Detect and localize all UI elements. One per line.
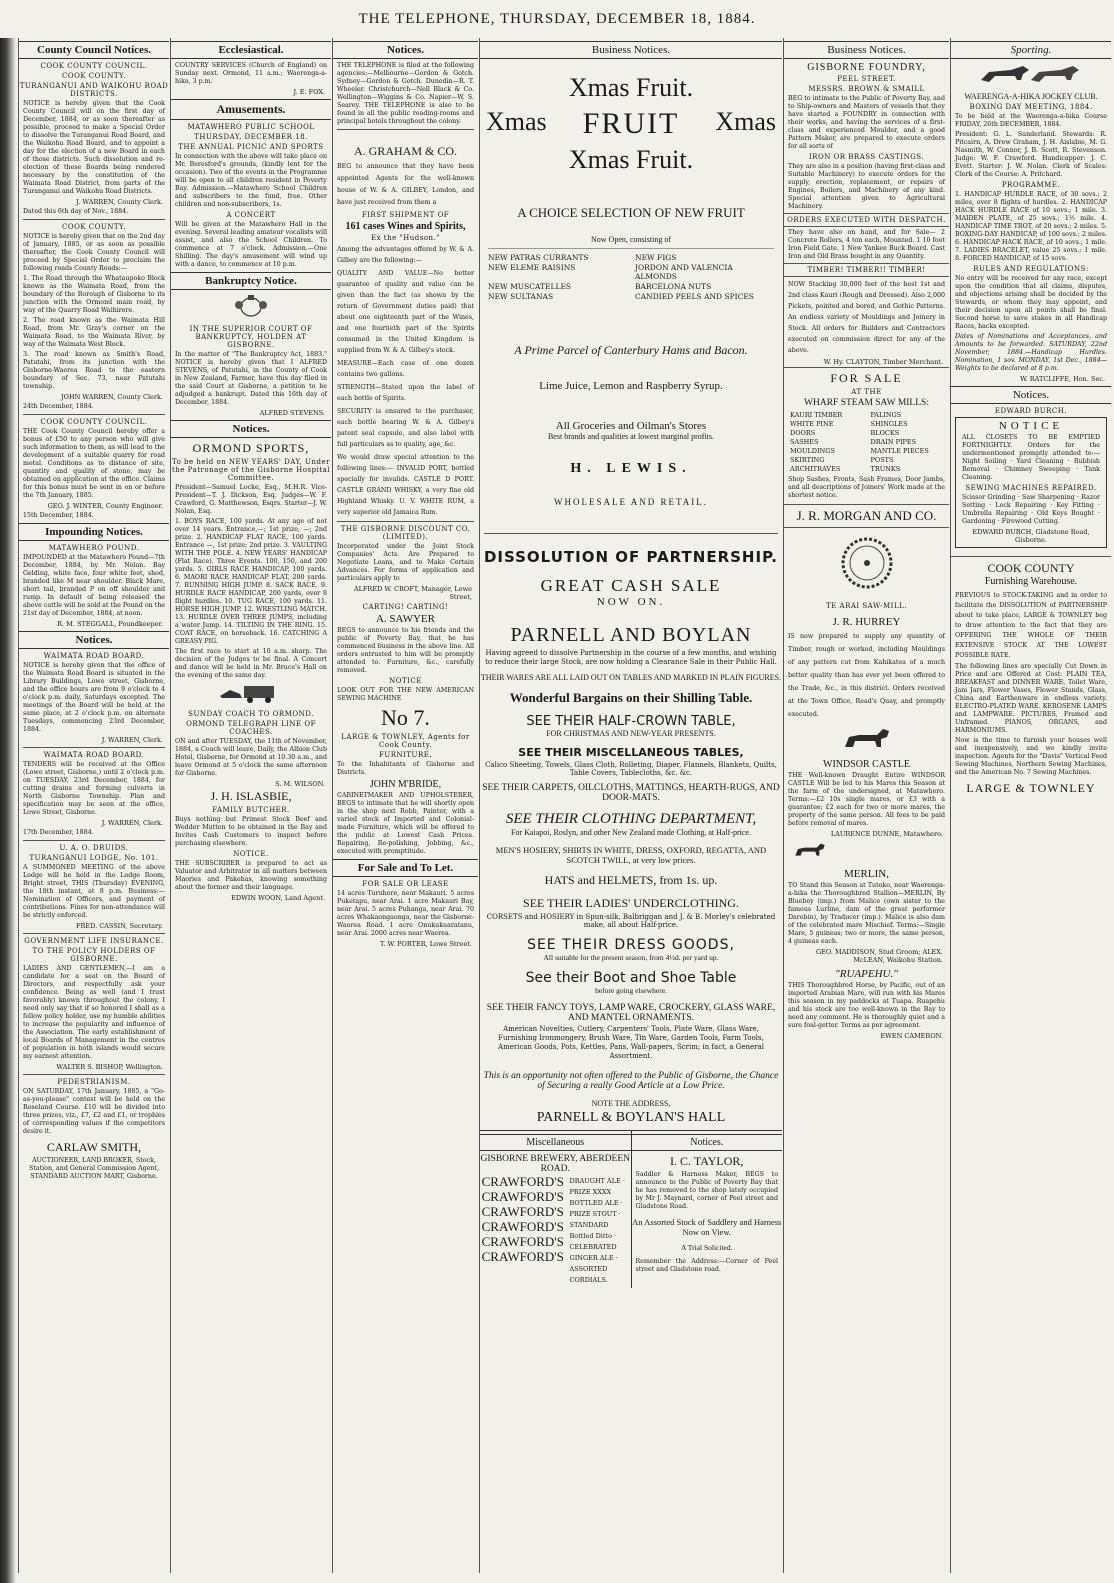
notice-title: WAIMATA ROAD BOARD. — [43, 652, 145, 660]
notice-body: TO Stand this Season at Tutoko, near Waerenga-a-hika the Thoroughbred Stallion—MERLIN, By Bluebey (imp.) from Malice (own sister to the famous Lurline, dam of the great performer Darebin), by Traducer (imp.). Malice is also dam of the celebrated mare Mischief. Terms:—Single Mare, 5 guineas; two or more, the same person, 4 guineas each. — [788, 882, 945, 945]
section-heading: Miscellaneous — [480, 1134, 631, 1151]
column-county-council — [18, 38, 169, 1573]
notice-body: Among the advantages offered by W. & A. Gilbey are the following:— — [337, 246, 474, 264]
ad-subheadline: A Prime Parcel of Canterbury Hams and Bacon. — [514, 343, 748, 357]
ad-headline: Xmas Fruit. — [568, 73, 694, 102]
list-item: TRUNKS — [870, 465, 901, 473]
notice-body: NOW Stacking 30,000 feet of the best 1st and 2nd class Kauri (Rough and Dressed). Also 2,000 Pickets, pointed and bored, and Gothic Patterns. An endless variety of Mouldings and Joinery in Stock. All orders for Builders and Contractors executed on commission direct for any of the above. — [788, 281, 945, 354]
notice-body: AUCTIONEER, LAND BROKER, Stock, Station, and General Commission Agent, STANDARD AUCTION MART, Gisborne. — [29, 1157, 159, 1180]
notice-label: NOTICE — [998, 420, 1064, 432]
notice-title: COOK COUNTY COUNCIL. — [40, 418, 148, 426]
ad-headline-row — [480, 103, 782, 145]
notice-body: SECURITY is ensured to the purchaser, each bottle bearing W. & A. Gilbey's patent seal capsule, and also label with full particulars as to quality, age, &c. — [337, 408, 474, 448]
notice-box — [955, 417, 1107, 548]
notice-date: Dated this 6th day of Nov., 1884. — [23, 208, 129, 215]
notice-title: WAIMATA ROAD BOARD. — [43, 751, 145, 759]
miscellaneous-block — [480, 1131, 632, 1288]
brand-name: CRAWFORD'S — [481, 1234, 564, 1249]
advertiser-name: J. H. ISLASBIE, — [210, 789, 292, 803]
list-item: SHINGLES — [870, 420, 908, 428]
notice-title: LARGE & TOWNLEY, Agents for Cook County. — [341, 733, 470, 749]
signature: GEO. J. WINTER, County Engineer. — [47, 502, 163, 510]
masthead — [0, 0, 1114, 38]
ad-subheadline: Lime Juice, Lemon and Raspberry Syrup. — [539, 380, 723, 392]
timber-list — [790, 411, 943, 473]
ad-subheadline: HATS and HELMETS, from 1s. up. — [544, 873, 718, 887]
club-name: WAERENGA-A-HIKA JOCKEY CLUB. — [964, 92, 1098, 101]
section-heading: Notices. — [333, 41, 478, 59]
notice-title: TIMBER! TIMBER!! TIMBER! — [784, 263, 949, 277]
ad-subheadline: SEE THEIR LADIES' UNDERCLOTHING. — [523, 896, 739, 910]
fruit-list — [488, 248, 774, 301]
notices-block — [632, 1131, 783, 1288]
section-heading: Notices. — [19, 631, 169, 649]
notice-title: SEWING MACHINES REPAIRED. — [965, 484, 1097, 492]
section-heading: Ecclesiastical. — [171, 41, 331, 59]
advertiser-name: J. R. HURREY — [832, 616, 901, 628]
notice-body: The first race to start at 10 a.m. sharp. The decision of the Judges to be final. A Concert and dance will be held in Mr. Bruce's Hall on the evening of the same day. — [175, 648, 327, 679]
notice-date: 17th December, 1884. — [23, 829, 94, 836]
ad-text: Best brands and qualities at lowest marginal profits. — [547, 432, 715, 441]
ad-headline: GREAT CASH SALE — [540, 576, 722, 595]
divider — [23, 747, 165, 748]
notice-title: To be held on NEW YEARS' DAY, Under the Patronage of the Gisborne Hospital Committee. — [171, 458, 331, 482]
notice-body: President: G. L. Sunderland. Stewards: R. Pitcairn, A. Drew Graham, J. H. Aislabie, M. G. Nasmith, W. Connor, J. B. Scott, R. Stevenson. Judge: W. F. Crawford. Handicapper: J. C. Evett. Starter: J. W. Nolan. Clerk of Scales: Clerk of the Course: A. Pritchard. — [955, 131, 1107, 178]
notice-body: COUNTRY SERVICES (Church of England) on Sunday next. Ormond, 11 a.m.; Waerenga-a-hika, 3 p.m. — [175, 62, 327, 85]
list-item: NEW SULTANAS — [488, 292, 554, 301]
signature: W. Hy. CLAYTON, Timber Merchant. — [823, 358, 943, 366]
section-heading: County Council Notices. — [19, 41, 169, 59]
divider — [23, 840, 165, 841]
section-heading: Bankruptcy Notice. — [171, 272, 331, 290]
divider — [23, 933, 165, 934]
ad-text: This is an opportunity not often offered to the Public of Gisborne, the Chance of Securing a really Good Article at a Low Price. — [483, 1071, 779, 1091]
brand-name: CRAWFORD'S — [481, 1189, 564, 1204]
notice-body: 1. The Road through the Whataupoko Block known as the Waimata Road, from the boundary of the Borough of Gisborne to its junction with the Ormond main road, by way of the Quarry Road Waihirere. — [23, 275, 165, 314]
divider — [484, 533, 778, 534]
notice-body: THE TELEPHONE is filed at the following agencies:—Melbourne—Gordon & Gotch. Sydney—Gordon & Gotch. Dunedin—R. T. Wheeler. Christchurch—Nell Black & Co. Wellington—Wiggins & Co. Napier—W. S. Searey. THE TELEPHONE is also to be found in all the public reading-rooms and principal hotels throughout the colony. — [337, 62, 474, 125]
ad-text: Remember the Address:—Corner of Peel street and Gladstone road. — [635, 1258, 778, 1273]
signature: S. M. WILSON. — [275, 780, 325, 788]
coach-icon — [171, 682, 331, 708]
notice-date: 15th December, 1884. — [23, 512, 94, 519]
crest-icon — [171, 293, 331, 323]
signature: J. WARREN, County Clerk. — [76, 198, 163, 206]
ad-subheadline: SEE THEIR MISCELLANEOUS TABLES, — [518, 746, 744, 759]
section-heading: Notices. — [632, 1134, 783, 1151]
signature: GEO. MADDISON, Stud Groom; ALEX. McLEAN, Waikohu Station. — [815, 948, 943, 964]
notice-title: ORMOND TELEGRAPH LINE OF COACHES. — [186, 720, 316, 736]
ad-text: Calico Sheeting, Towels, Glass Cloth, Rolleting, Diaper, Flannels, Blankets, Quilts, Table Covers, Tablecloths, &c. &c. — [485, 761, 777, 777]
notice-body: Will be given at the Matawhero Hall in the evening. Several leading amateur vocalists will assist, and also the School Children. To commence at 7 o'clock. Admission.—One Shilling. The day's amusement will wind up with a dance, to commence at 10 p.m. — [175, 221, 327, 268]
racehorse-icon — [951, 62, 1111, 92]
notice-body: BEG to intimate to the Public of Poverty Bay, and to Ship-owners and Masters of vessels that they have started a FOUNDRY in connection with their works, and having the services of a first-class and experienced Moulder, and a good Pattern Maker, are prepared to execute orders for all sorts of — [788, 95, 945, 150]
signature: W. RATCLIFFE, Hon. Sec. — [1020, 375, 1105, 383]
notice-body: Now is the time to furnish your houses well and inexpensively, and we kindly invite inspection. Agents for the "Davis" Vertical Feed Sewing Machines, Northern Sewing Machines, and the American No. 7 Sewing Machines. — [955, 737, 1108, 776]
notice-body: IS now prepared to supply any quantity of Timber, rough or worked, including Mouldings of any pattern cut from Kahikatea of a much better quality than has ever yet been offered to the Trade, &c., in this district. Orders received at the Town Office, Read's Quay, and promptly executed. — [788, 633, 945, 718]
horse-icon — [784, 725, 949, 759]
advertiser-name: GISBORNE FOUNDRY, — [807, 62, 926, 73]
brand-name: CRAWFORD'S — [481, 1219, 564, 1234]
ad-text: American Novelties, Cutlery, Carpenters' Tools, Plate Ware, Glass Ware, Furnishing Ironmongery, Brush Ware, Tin Ware, Garden Tools, Farm Tools, American Goods, Pots, Kettles, Pans, Wall-papers, Scrim; in fact, a General Assortment. — [498, 1025, 764, 1060]
horse-name: "RUAPEHU." — [835, 968, 898, 980]
notice-body: Saddler & Harness Maker, BEGS to announce to the Public of Poverty Bay that he has removed to the shop lately occupied by Mr J. Maynard, corner of Peel street and Gladstone Road. — [635, 1171, 778, 1210]
notice-title: NOTICE. — [233, 850, 269, 858]
ad-text: An Assorted Stock of Saddlery and Harness Now on View. — [632, 1217, 782, 1237]
advertiser-name: I. C. TAYLOR, — [670, 1154, 744, 1168]
crawford-column — [480, 1174, 566, 1288]
list-item: NEW FIGS — [635, 253, 677, 262]
advertiser-name: LARGE & TOWNLEY — [966, 781, 1096, 795]
notice-body: THE SUBSCRIBER is prepared to act as Valuator and Arbitrator in all matters between Maories and Pakehas, knowing something about the former and their language. — [175, 860, 327, 891]
signature: EDWARD BURCH, Gladstone Road, Gisborne. — [972, 528, 1090, 544]
ad-text: A Trial Solicited. — [681, 1243, 733, 1252]
brand-name: CRAWFORD'S — [481, 1174, 564, 1189]
section-heading: Sporting. — [951, 41, 1111, 59]
notice-body: TENDERS will be received at the Office (Lowe street, Gisborne,) until 2 o'clock p.m. on TUESDAY, 23rd December, 1884, for cutting drains and forming culverts in North Gisborne Township. Plan and specification may be seen at the office, Lowe Street, Gisborne. — [23, 761, 165, 816]
list-item: BLOCKS — [870, 429, 900, 437]
notice-body: Shop Sashes, Fronts, Sash Frames, Door Jambs, and all descriptions of Joiners' Work made at the shortest notice. — [788, 476, 945, 499]
advertiser-name: A. SAWYER — [375, 613, 435, 625]
signature: J. WARREN, Clerk. — [101, 819, 163, 827]
notice-body: We would draw special attention to the following lines:— INVALID PORT, bottled specially for invalids. CASTLE D PORT. CASTLE GRAND WHISKY, a very fine old Highland Whisky. U. V. WHITE RUM, a very superior old Jamaica Rum. — [337, 454, 474, 516]
notice-body: A SUMMONED MEETING of the above Lodge will be held in the Lodge Room, Bright street, THIS (Thursday) EVENING, the 18th instant, at 8 p.m. Business:—Nomination of Officers, and payment of contributions. Fines for non-attendance will be strictly enforced. — [23, 864, 165, 919]
divider — [23, 414, 165, 415]
ad-text: THEIR WARES ARE ALL LAID OUT ON TABLES AND MARKED IN PLAIN FIGURES. — [480, 673, 782, 682]
ad-headline: Xmas — [486, 107, 547, 136]
notice-body: No entry will be received for any race, except upon the condition that all claims, disputes, and objections arising shall be decided by the Stewards, or whom they may appoint, and their decision upon all points shall be final. Second horse to save stakes in all Handicap Races, hacks excepted. — [955, 275, 1107, 330]
ad-text: For Kaiapoi, Roslyn, and other New Zealand made Clothing, at Half-price. — [511, 828, 751, 837]
advertiser-name: CARLAW SMITH, — [46, 1140, 142, 1154]
signature: JOHN WARREN, County Clerk. — [61, 393, 163, 401]
section-heading: Business Notices. — [784, 41, 949, 59]
list-item: MOULDINGS — [790, 447, 835, 455]
list-item: JORDON AND VALENCIA ALMONDS — [635, 263, 733, 281]
notice-body: THE Well-known Draught Entire WINDSOR CASTLE Will be led to his Mares this Season at the farm of the undersigned, at Matawhero. Terms:—£2 10s single mares, or £3 with a guarantee; £2 each for two or more mares, the property of the same person. All fees to be paid before removal of mares. — [788, 772, 945, 827]
notice-title: TURANGANUI LODGE, No. 101. — [29, 854, 159, 862]
signature: J. WARREN, Clerk. — [101, 736, 163, 744]
notice-body: Buys nothing but Primest Stock Beef and Wedder Mutton to be obtained in the Bay and Invites Cash Customers to inspect before purchasing elsewhere. — [175, 816, 327, 847]
notice-body: President—Samuel Locke, Esq., M.H.R. Vice-President—T. J. Dickson, Esq. Judges—W. F. Crawford, G. Matthewson, Esqrs. Starter—J. W. Nolan, Esq. — [175, 484, 327, 515]
notice-date: 24th December, 1884. — [23, 403, 94, 410]
ad-headline: FRUIT — [582, 107, 680, 140]
section-heading: Business Notices. — [480, 41, 782, 59]
divider — [23, 219, 165, 220]
signature: EWEN CAMERON. — [880, 1032, 943, 1040]
notice-title: THE GISBORNE DISCOUNT CO. (LIMITED). — [340, 525, 471, 541]
advertiser-name: GISBORNE BREWERY, ABERDEEN ROAD. — [480, 1154, 630, 1174]
column-sporting — [950, 38, 1111, 1573]
ad-headline: Xmas Fruit. — [568, 145, 694, 174]
notice-body: Dates of Nominations and Acceptances, and Amounts to be forwarded. SATURDAY, 22nd November, 1884.—Handicap Hurdles. Nomination, 1 sov. MONDAY, 1st Dec., 1884—Weights to be declared at 8 p.m. — [955, 333, 1107, 372]
notice-body: 3. The road known as Smith's Road, Patutahi, from its junction with the Gisborne-Waerea Road to the eastern boundary of Sec. 73, near Patutahi township. — [23, 351, 165, 390]
signature: FRED. CASSIN, Secretary. — [75, 922, 163, 930]
notice-body: ON SATURDAY, 17th January, 1885, a "Go-as-you-please" contest will be held on the Roseland Course. £10 will be divided into three prizes, viz., £7, £2 and £1, or trophies of corresponding values if the competitors desire it. — [23, 1088, 165, 1135]
ad-text: All suitable for the present season, from 4½d. per yard up. — [543, 953, 719, 962]
notice-body: IMPOUNDED at the Matawhero Pound—7th December, 1884, by Mr. Nolan. Bay Gelding, white face, four white feet, shod, branded like M near shoulder. Black Mare, short tail, branded P on off shoulder and rump. In default of being released the above cattle will be sold at the Pound on the 21st day of December, 1884, at noon. — [23, 554, 165, 617]
ad-subheadline: SEE THEIR FANCY TOYS, LAMP WARE, CROCKERY, GLASS WARE, AND MANTEL ORNAMENTS. — [486, 1003, 776, 1023]
ad-text: NOTE THE ADDRESS, — [591, 1099, 671, 1108]
notice-body: STRENGTH—Stated upon the label of each bottle of Spirits. — [337, 384, 474, 402]
notice-body: NOTICE is hereby given that the Cook County Council will on the first day of December, 1884, or as soon thereafter as possible, proceed to make a Special Order to dissolve the Turanganui Road Board, and the Waikohu Road Board, and to appoint a day for the election of a new Board in each of those districts. Such dissolution and re-election of these Boards being rendered necessary by the constitution of the Waimata Road District, from parts of the Turanganui and Waikohu Road Districts. — [23, 100, 165, 195]
notice-title: IRON OR BRASS CASTINGS. — [808, 153, 925, 161]
ad-text: FOR CHRISTMAS AND NEW-YEAR PRESENTS. — [546, 729, 716, 738]
list-item: PALINGS — [870, 411, 902, 419]
divider — [337, 521, 474, 522]
event-title: ORMOND SPORTS, — [192, 441, 310, 455]
ad-subheadline: SEE THEIR CARPETS, OILCLOTHS, MATTINGS, HEARTH-RUGS, AND DOOR-MATS. — [482, 783, 780, 803]
notice-title: FIRST SHIPMENT OF — [361, 211, 450, 219]
list-item: NEW MUSCATELLES — [488, 282, 572, 291]
signature: LAURENCE DUNNE, Matawhero. — [830, 830, 943, 838]
advertiser-name: WHARF STEAM SAW MILLS: — [804, 398, 929, 408]
ad-text: MEN'S HOSIERY, SHIRTS IN WHITE, DRESS, OXFORD, REGATTA, AND SCOTCH TWILL, at very low prices. — [495, 845, 767, 865]
notice-body: In connection with the above will take place on Mr. Beresford's grounds, (kindly lent for the occasion). Two of the events in the Programme will be open to all children resident in Poverty Bay. Admission.—Matawhero School Children and subscribers to the fund, free. Other children and non-subscribers, 1s. — [175, 153, 327, 208]
notice-title: Ex the "Hudson." — [370, 234, 441, 242]
notice-body: 14 acres Turuhere, near Makauri. 5 acres Puketapu, near Arai. 1 acre Makauri Bay, near Arai. 5 acres Puhanga, near Arai. 70 acres Whakaongaonga, near the Gisborne-Waerea Road. 1 acre Onukukuaratanu, near Arai. 2000 acres near Waerea. — [337, 890, 474, 937]
shipment-title: 161 cases Wines and Spirits, — [345, 221, 466, 232]
list-item: DRAIN PIPES — [870, 438, 917, 446]
ad-text: WHOLESALE AND RETAIL. — [553, 497, 708, 507]
ad-headline: Xmas — [715, 107, 776, 136]
torn-edge — [0, 38, 16, 1583]
signature: EDWIN WOON, Land Agent. — [231, 894, 325, 902]
section-heading: For Sale and To Let. — [333, 859, 478, 877]
horse-name: MERLIN, — [844, 868, 889, 880]
signature: R. M. STEGGALL, Poundkeeper. — [57, 620, 163, 628]
signature: ALFRED STEVENS. — [259, 409, 325, 417]
notice-title: TE ARAI SAW-MILL. — [826, 602, 907, 610]
machine-number: No 7. — [381, 705, 430, 730]
notice-body: To be held at the Waerenga-a-hika Course FRIDAY, 26th DECEMBER, 1884. — [955, 113, 1107, 128]
notice-body: In the matter of "The Bankruptcy Act, 1883." NOTICE is hereby given that I ALFRED STEVENS, of Patutahi, in the County of Cook in New Zealand, Farmer, have this day filed in the said Court at Gisborne, a petition to be adjudged a bankrupt. Dated this 16th day of December, 1884. — [175, 351, 327, 406]
notice-body: They have also on hand, and for Sale— 2 Concrete Rollers, 4 ton each, Mounted. 1 10 foot Iron Field Gate. 1 New Yankee Buck Board. Cast Iron and Old Brass bought in any Quantity. — [788, 229, 945, 260]
notice-body: NOTICE is hereby given that the office of the Waimata Road Board is situated in the Library Buildings, Lowe street, Gisborne, and the office hours are from 9 o'clock to 4 o'clock p.m. daily, Saturdays excepted. The meetings of the Board will be held at the same place, at 2 o'clock p.m. on alternate Tuesdays, commencing 23rd December, 1884. — [23, 662, 165, 733]
advertiser-name: JOHN M'BRIDE, — [369, 779, 442, 790]
notice-title: CARTING! CARTING! — [362, 603, 449, 611]
notice-body: BEGS to announce to his friends and the public of Poverty Bay, that he has commenced business in the above line. All orders entrusted to him will be promptly attended to. Furniture, &c., carefully removed. — [337, 627, 474, 674]
notice-title: SUNDAY COACH TO ORMOND. — [188, 710, 314, 718]
list-item: CANDIED PEELS AND SPICES — [635, 292, 754, 301]
notice-body: 2. The road known as the Waimata Hill Road, from Mr. Gray's corner on the Waimata Road, to the Waimata River, by way of the Waimata West Block. — [23, 317, 165, 348]
notice-title: COOK COUNTY. — [61, 72, 127, 80]
notice-title: FOR SALE OR LEASE — [362, 880, 449, 888]
list-item: POSTS — [870, 456, 894, 464]
notice-title: COOK COUNTY. — [61, 223, 127, 231]
notice-title: PEDESTRIANISM. — [57, 1078, 131, 1086]
notice-body: CABINETMAKER AND UPHOLSTERER, BEGS to intimate that he will shortly open in the shop next Robb, Painter, with a varied stock of Imported and Colonial-made Furniture, which will be offered to the public at Lowest Cash Prices. Repairing, Re-polishing, Jobbing, &c., executed with promptitude. — [337, 792, 474, 855]
notice-title: THE ANNUAL PICNIC AND SPORTS — [178, 143, 324, 151]
list-item: BARCELONA NUTS — [635, 282, 712, 291]
notice-title: TO THE POLICY HOLDERS OF GISBORNE. — [32, 947, 156, 963]
advertiser-name: A. GRAHAM & CO. — [353, 144, 457, 158]
list-item: WHITE PINE — [790, 420, 834, 428]
notice-title: FAMILY BUTCHER. — [212, 806, 290, 814]
list-item: NEW ELEME RAISINS — [488, 263, 576, 272]
notice-body: 1. BOYS RACE, 100 yards. At any age of not over 14 years. Entrance,—; 1st prize, —; 2nd prize. 2. HANDICAP FLAT RACE, 100 yards. Entrance —, 1st prize; 2nd prize. 3. VAULTING WITH THE POLE. 4. NEW YEARS' HANDICAP (Flat Race). Three Events. 100, 150, and 200 yards. 5. GIRLS RACE HANDICAP, 100 yards. 6. MAORI RACE HANDICAP FLAT, 200 yards. 7. RUNNING HIGH JUMP. 8. SACK RACE. 9. HURDLE RACE HANDICAP, 200 yards, over 8 flight hurdles. 10. TUG RACE, 100 yards. 11. HORSE HIGH JUMP. 12. WRESTLING MATCH. 13. HURDLE OVER THREE JUMPS, including a water Jump. 14. TILTING IN THE RING. 15. COAT RACE, on horseback. 16. CATCHING A GREASY PIG. — [175, 518, 327, 645]
notice-title: THURSDAY, DECEMBER 18. — [194, 133, 308, 141]
notice-title: AT THE — [851, 388, 882, 396]
notice-body: Scissor Grinding · Saw Sharpening · Razor Setting · Lock Repairing · Key Fitting · Umbrella Repairing · Old Keys Bought · Gardening · Firewood Cutting. — [962, 494, 1100, 525]
advertiser-name: PARNELL & BOYLAN'S HALL — [536, 1110, 726, 1125]
ad-subheadline: NOW ON. — [596, 596, 666, 608]
notice-title: MATAWHERO POUND. — [48, 544, 140, 552]
crawford-block — [480, 1174, 631, 1288]
notice-body: PREVIOUS to STOCK-TAKING and in order to facilitate the DISSOLUTION of PARTNERSHIP about to take place, LARGE & TOWNLEY beg to draw attention to the fact that they are OFFERING THE WHOLE OF THEIR EXTENSIVE STOCK AT THE LOWEST POSSIBLE RATE. — [955, 592, 1107, 659]
list-item: NEW PATRAS CURRANTS — [488, 253, 589, 262]
notice-body: Incorporated under the Joint Stock Companies' Acts. Are Prepared to Negotiate Loans, and to Make Certain Advances. For forms of application and particulars apply to — [337, 543, 474, 582]
notice-title: IN THE SUPERIOR COURT OF BANKRUPTCY, HOLDEN AT GISBORNE. — [189, 325, 313, 349]
ad-headline: FOR SALE — [784, 367, 949, 386]
column-notices — [332, 38, 478, 1573]
section-heading: Notices. — [171, 420, 331, 438]
ad-subheadline: SEE THEIR HALF-CROWN TABLE, — [526, 714, 736, 729]
notice-body: BEG to announce that they have been appointed Agents for the well-known house of W. & A. GILBEY, London, and have just received from them a — [337, 163, 474, 206]
notice-body: To the Inhabitants of Gisborne and Districts. — [337, 761, 474, 776]
ad-subheadline: Furnishing Warehouse. — [984, 576, 1078, 587]
ad-subheadline: A CHOICE SELECTION OF NEW FRUIT — [517, 205, 745, 220]
notice-title: FURNITURE. — [378, 751, 433, 759]
ad-text: CORSETS and HOSIERY in Spun-silk, Balbriggan and J. & B. Morley's celebrated make, all about Half-price. — [486, 913, 776, 929]
notice-title: MATAWHERO PUBLIC SCHOOL — [187, 123, 315, 131]
signature: ALFRED W. CROFT, Manager, Lowe Street, — [353, 585, 472, 601]
ad-text: before going elsewhere. — [595, 986, 667, 995]
brand-name: CRAWFORD'S — [481, 1249, 564, 1264]
list-item: DOORS — [790, 429, 816, 437]
bottom-ads — [480, 1130, 782, 1288]
notice-title: U. A. O. DRUIDS. — [59, 844, 129, 852]
ad-subheadline: SEE THEIR CLOTHING DEPARTMENT, — [505, 811, 757, 827]
ad-subheadline: All Groceries and Oilman's Stores — [555, 420, 707, 432]
list-item: KAURI TIMBER — [790, 411, 843, 419]
ad-subheadline: SEE THEIR DRESS GOODS, — [527, 937, 735, 953]
notice-title: PROGRAMME. — [1001, 181, 1061, 189]
list-item: ARCHITRAVES — [790, 465, 841, 473]
notice-title: A CONCERT — [226, 211, 276, 219]
advertiser-name: H. LEWIS. — [570, 461, 692, 476]
list-item: SKIRTING — [790, 456, 825, 464]
notice-body: QUALITY AND VALUE—No better guarantee of quality and value can be given than the fact (as shown by the return of Government duties paid) that about one eighteenth part of the Wines, and one fourtieth part of the Spirits consumed in the United Kingdom is supplied from W. & A. Gilbey's stock. — [337, 270, 474, 354]
horse-name: WINDSOR CASTLE — [823, 759, 910, 770]
signature: J. E. FOX. — [293, 88, 325, 96]
notice-title: COOK COUNTY COUNCIL. — [40, 62, 148, 70]
ad-subheadline: See their Boot and Shoe Table — [525, 970, 737, 986]
notice-title: BOXING DAY MEETING, 1884. — [969, 103, 1093, 111]
advertiser-name: J. R. MORGAN AND CO. — [784, 504, 949, 528]
advertiser-name: PARNELL AND BOYLAN — [510, 624, 752, 646]
advertiser-name: COOK COUNTY — [951, 556, 1111, 576]
list-item: MANTLE PIECES — [870, 447, 929, 455]
notice-body: ON and after TUESDAY, the 11th of November, 1884, a Coach will leave, Daily, the Albion Club Hotel, Gisborne, for Ormond at 10.30 a.m., and leave Ormond at 5 o'clock the same afternoon for Gisborne. — [175, 738, 327, 777]
ad-text: Having agreed to dissolve Partnership in the course of a few months, and wishing to reduce their large Stock, are now holding a Clearance Sale in their Public Hall. — [485, 649, 777, 666]
notice-title: MESSRS. BROWN & SMAILL — [808, 85, 925, 93]
horse-icon — [790, 840, 943, 866]
column-ecclesiastical — [170, 38, 331, 1573]
notice-title: PEEL STREET. — [837, 75, 896, 83]
brand-name: CRAWFORD'S — [481, 1204, 564, 1219]
notice-title: RULES AND REGULATIONS: — [973, 265, 1089, 273]
notice-body: MEASURE—Each case of one dozen contains two gallons. — [337, 360, 474, 378]
product-list: DRAUGHT ALE · PRIZE XXXX BOTTLED ALE · PRIZE STOUT · STANDARD Bottled Ditto · CELEBRATED GINGER ALE · ASSORTED CORDIALS. — [569, 1177, 625, 1284]
notice-body: LADIES AND GENTLEMEN,—I am a candidate for a seat on the Board of Directors, and respectfully ask your confidence. Being as well (and I trust favorably) known throughout the colony, I need only say that if so honored I shall as a fellow policy holder, use my humble abilities to increase the popularity and influence of the Association. The early establishment of local Boards of Management in the centres of population in both islands would secure my earnest attention. — [23, 965, 165, 1060]
notice-body: 1. HANDICAP HURDLE RACE, of 30 sovs.; 2 miles, over 8 flights of hurdles. 2. HANDICAP HACK HURDLE RACE of 10 sovs.; 1 mile. 3. MAIDEN PLATE, of 25 sovs.; 1½ mile. 4. HANDICAP TIME TROT, of 20 sovs.; 2 miles. 5. BOXING-DAY HANDICAP, of 100 sovs.; 2 miles. 6. HANDICAP HACK RACE, of 10 sovs.; 1 mile. 7. LADIES BRACELET, value 25 sovs.; 1 mile. 8. FORCED HANDICAP, of 15 sovs. — [955, 191, 1107, 262]
ad-headline: DISSOLUTION OF PARTNERSHIP. — [483, 548, 779, 566]
notice-body: They are also in a position (having first-class and Suitable Machinery) to execute orders for the supply, erection, replacement, or repairs of Engines, Boilers, and Machinery of any kind. Special attention given to Agricultural Machinery. — [788, 163, 945, 210]
saw-blade-icon — [784, 536, 949, 594]
notice-body: THE Cook County Council hereby offer a bonus of £50 to any person who will give such information to them, as will lead to the development of a suitable quarry for road metal. Conditions as to distance of site, quantity and quality of stone, may be obtained on application at the office. Claims for this bonus must be sent in on or before the 7th January, 1885. — [23, 428, 165, 499]
notice-body: NOTICE is hereby given that on the 2nd day of January, 1885, or as soon as possible thereafter, the Cook County Council will proceed by Special Order to proclaim the following roads County Roads:— — [23, 233, 165, 272]
section-heading: Impounding Notices. — [19, 523, 169, 541]
ad-subheadline: Wonderful Bargains on their Shilling Table. — [509, 690, 753, 705]
notice-title: NOTICE — [389, 677, 422, 685]
list-item: SASHES — [790, 438, 819, 446]
notice-body: The following lines are specially Cut Down in Price and are Offered at Cost: PLAIN TEA, BREAKFAST and DINNER WARE, Toilet Ware, Jam Jars, Flower Vases, Flower Stands, Glass, China and Earthenware in endless variety. ELECTRO-PLATED WARE. KEROSENE LAMPS and LAMPWARE. PICTURES, Framed and Unframed. PIANOS, ORGANS, and HARMONIUMS. — [955, 663, 1107, 734]
masthead-title: THE TELEPHONE, THURSDAY, DECEMBER 18, 1884. — [358, 11, 756, 27]
notice-title: TURANGANUI AND WAIKOHU ROAD DISTRICTS. — [19, 82, 169, 98]
notice-title: ORDERS EXECUTED WITH DESPATCH. — [784, 213, 949, 227]
notice-title: EDWARD BURCH. — [994, 407, 1068, 415]
column-business-notices-2 — [783, 38, 949, 1573]
signature: WALTER S. BISHOP, Wellington. — [56, 1063, 163, 1071]
section-heading: Notices. — [951, 386, 1111, 404]
notice-body: ALL CLOSETS TO BE EMPTIED FORTNIGHTLY. Orders for the undermentioned promptly attended to:— Night Soiling · Yard Cleaning · Rubbish Removal · Chimney Sweeping · Tank Cleaning. — [962, 434, 1100, 481]
notice-title: GOVERNMENT LIFE INSURANCE. — [24, 937, 164, 945]
notice-body: LOOK OUT FOR THE NEW AMERICAN SEWING MACHINE — [337, 687, 474, 702]
ad-text: Now Open, consisting of — [591, 235, 671, 244]
column-business-notices — [479, 38, 782, 1573]
signature: T. W. PORTER, Lowe Street. — [379, 940, 472, 948]
divider — [23, 1074, 165, 1075]
notice-body: THIS Thoroughbred Horse, by Pacific, out of an imported Arabian Mare, will run with his Mares this season in my paddocks at Tuapa. Ruapehu and his stock are too well-known in the Bay to need any comment. He is thoroughly quiet and a sure foal-getter. Terms as per agreement. — [788, 982, 945, 1029]
section-heading: Amusements. — [171, 99, 331, 120]
divider — [337, 129, 474, 130]
